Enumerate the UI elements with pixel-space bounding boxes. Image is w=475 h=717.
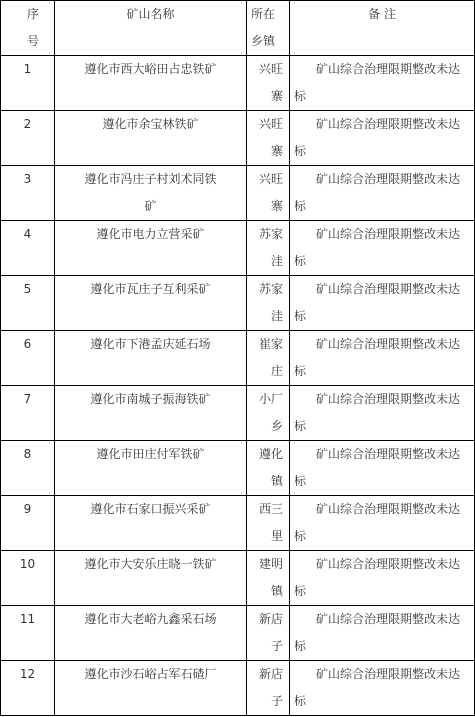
cell-note: 矿山综合治理限期整改未达标 (290, 166, 475, 221)
table-row (1, 331, 475, 386)
cell-mine-name: 遵化市西大峪田占忠铁矿 (55, 56, 247, 111)
cell-note: 矿山综合治理限期整改未达标 (290, 111, 475, 166)
cell-town: 兴旺寨 (247, 56, 290, 111)
cell-mine-name: 遵化市冯庄子村刘术同铁矿 (55, 166, 247, 221)
cell-note: 矿山综合治理限期整改未达标 (290, 331, 475, 386)
cell-note: 矿山综合治理限期整改未达标 (290, 441, 475, 496)
cell-no: 1 (1, 56, 55, 111)
cell-note: 矿山综合治理限期整改未达标 (290, 496, 475, 551)
table-row (1, 56, 475, 111)
cell-mine-name: 遵化市电力立营采矿 (55, 221, 247, 276)
cell-town: 遵化镇 (247, 441, 290, 496)
cell-mine-name: 遵化市瓦庄子互利采矿 (55, 276, 247, 331)
cell-no: 6 (1, 331, 55, 386)
cell-town: 苏家洼 (247, 276, 290, 331)
cell-town: 新店子 (247, 606, 290, 661)
cell-no: 4 (1, 221, 55, 276)
cell-town: 崔家庄 (247, 331, 290, 386)
cell-no: 9 (1, 496, 55, 551)
cell-town: 西三里 (247, 496, 290, 551)
cell-town: 兴旺寨 (247, 166, 290, 221)
table-row (1, 606, 475, 661)
cell-mine-name: 遵化市余宝林铁矿 (55, 111, 247, 166)
cell-town: 兴旺寨 (247, 111, 290, 166)
table-row (1, 496, 475, 551)
header-note: 备 注 (290, 1, 475, 56)
cell-note: 矿山综合治理限期整改未达标 (290, 661, 475, 716)
cell-mine-name: 遵化市下港孟庆延石场 (55, 331, 247, 386)
table-row (1, 276, 475, 331)
table-row (1, 551, 475, 606)
cell-no: 5 (1, 276, 55, 331)
cell-note: 矿山综合治理限期整改未达标 (290, 606, 475, 661)
cell-note: 矿山综合治理限期整改未达标 (290, 56, 475, 111)
cell-mine-name: 遵化市大安乐庄晓一铁矿 (55, 551, 247, 606)
table-header-row (1, 1, 475, 56)
cell-no: 8 (1, 441, 55, 496)
cell-no: 2 (1, 111, 55, 166)
cell-note: 矿山综合治理限期整改未达标 (290, 551, 475, 606)
cell-note: 矿山综合治理限期整改未达标 (290, 276, 475, 331)
cell-mine-name: 遵化市大老峪九鑫采石场 (55, 606, 247, 661)
table-row (1, 441, 475, 496)
cell-no: 10 (1, 551, 55, 606)
cell-no: 11 (1, 606, 55, 661)
table-row (1, 386, 475, 441)
table-row (1, 111, 475, 166)
header-town: 所在乡镇 (247, 1, 290, 56)
table-row (1, 661, 475, 716)
cell-no: 12 (1, 661, 55, 716)
cell-note: 矿山综合治理限期整改未达标 (290, 221, 475, 276)
cell-note: 矿山综合治理限期整改未达标 (290, 386, 475, 441)
cell-no: 7 (1, 386, 55, 441)
table-row (1, 221, 475, 276)
cell-town: 建明镇 (247, 551, 290, 606)
header-name: 矿山名称 (55, 1, 247, 56)
table-row (1, 166, 475, 221)
cell-town: 新店子 (247, 661, 290, 716)
cell-mine-name: 遵化市石家口振兴采矿 (55, 496, 247, 551)
cell-mine-name: 遵化市田庄付军铁矿 (55, 441, 247, 496)
cell-town: 小厂乡 (247, 386, 290, 441)
cell-no: 3 (1, 166, 55, 221)
cell-town: 苏家洼 (247, 221, 290, 276)
cell-mine-name: 遵化市沙石峪占军石碴厂 (55, 661, 247, 716)
header-no: 序号 (1, 1, 55, 56)
cell-mine-name: 遵化市南城子振海铁矿 (55, 386, 247, 441)
